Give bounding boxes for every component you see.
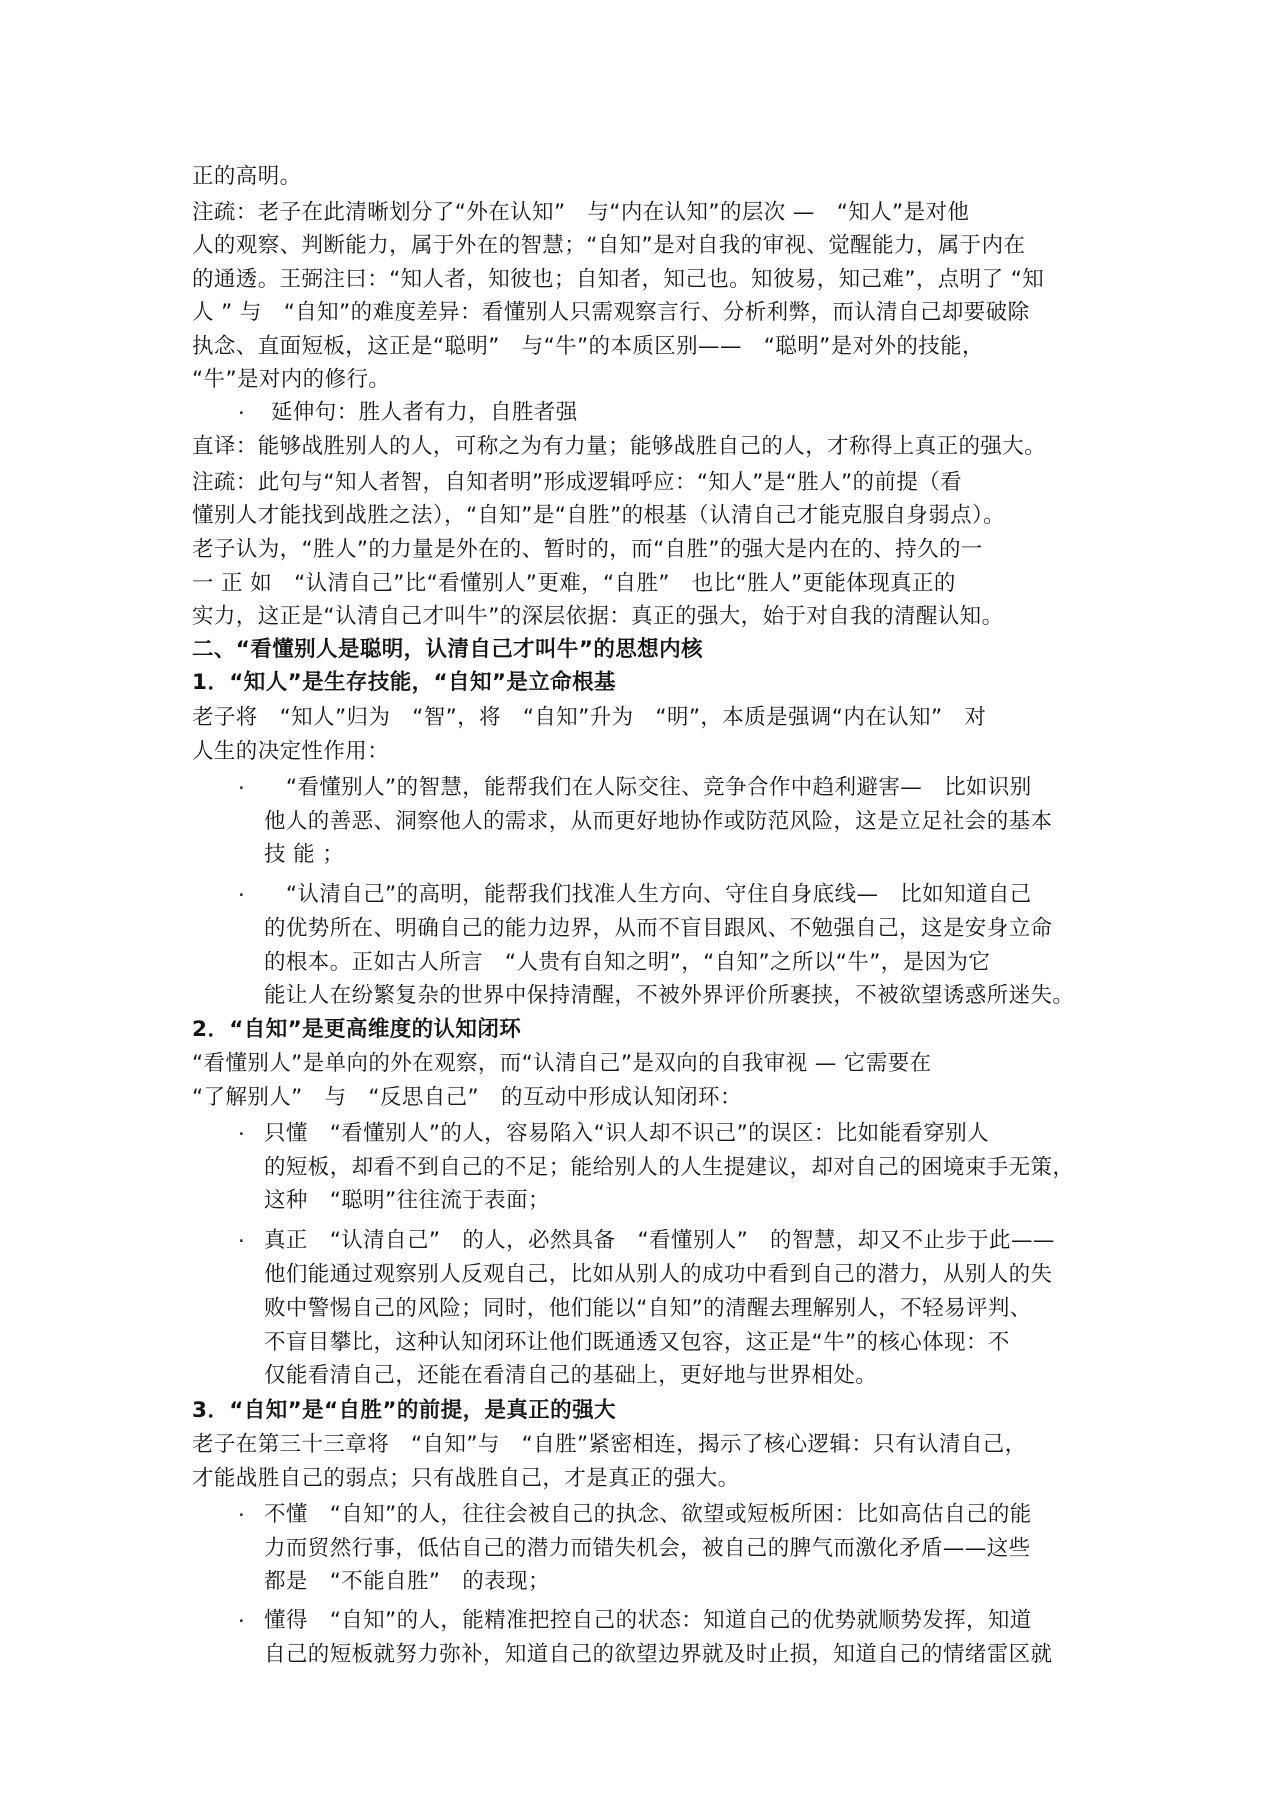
subsection-heading: 2．“自知”是更高维度的认知闭环: [192, 1017, 522, 1042]
subsection-heading: 3．“自知”是“自胜”的前提，是真正的强大: [192, 1398, 616, 1423]
text-line: 真正 “认清自己” 的人，必然具备 “看懂别人” 的智慧，却又不止步于此——: [264, 1228, 1055, 1253]
subsection-heading: 1．“知人”是生存技能，“自知”是立命根基: [192, 670, 616, 695]
text-line: 一 正 如 “认清自己”比“看懂别人”更难，“自胜” 也比“胜人”更能体现真正的: [192, 571, 956, 596]
text-line: 的通透。王弼注曰：“知人者，知彼也；自知者，知己也。知彼易，知己难”，点明了 “知: [192, 267, 1045, 292]
text-line: 力而贸然行事，低估自己的潜力而错失机会，被自己的脾气而激化矛盾——这些: [264, 1536, 1031, 1561]
text-line: 技 能 ；: [264, 842, 345, 867]
bullet-icon: ·: [238, 883, 245, 907]
text-line: 才能战胜自己的弱点；只有战胜自己，才是真正的强大。: [192, 1466, 740, 1491]
text-line: 老子认为，“胜人”的力量是外在的、暂时的，而“自胜”的强大是内在的、持久的一: [192, 537, 983, 562]
text-line: 老子将 “知人”归为 “智”，将 “自知”升为 “明”，本质是强调“内在认知” 对: [192, 705, 987, 730]
text-line: 他人的善恶、洞察他人的需求，从而更好地协作或防范风险，这是立足社会的基本: [264, 809, 1053, 834]
bullet-icon: ·: [238, 1229, 245, 1253]
text-line: 的短板，却看不到自己的不足；能给别人的人生提建议，却对自己的困境束手无策，: [264, 1155, 1075, 1180]
text-line: 懂得 “自知”的人，能精准把控自己的状态：知道自己的优势就顺势发挥，知道: [264, 1608, 1032, 1633]
text-line: 自己的短板就努力弥补，知道自己的欲望边界就及时止损，知道自己的情绪雷区就: [264, 1642, 1053, 1667]
text-line: 都是 “不能自胜” 的表现；: [264, 1569, 550, 1594]
text-line: 执念、直面短板，这正是“聪明” 与“牛”的本质区别—— “聪明”是对外的技能，: [192, 334, 984, 359]
bullet-icon: ·: [238, 401, 245, 425]
text-line: “看懂别人”是单向的外在观察，而“认清自己”是双向的自我审视 — 它需要在: [192, 1051, 932, 1076]
text-line: 人 ” 与 “自知”的难度差异：看懂别人只需观察言行、分析利弊，而认清自己却要破除: [192, 300, 1030, 325]
text-line: 败中警惕自己的风险；同时，他们能以“自知”的清醒去理解别人，不轻易评判、: [264, 1296, 1032, 1321]
bullet-icon: ·: [238, 1609, 245, 1633]
text-line: 延伸句：胜人者有力，自胜者强: [271, 400, 578, 425]
bullet-icon: ·: [238, 776, 245, 800]
text-line: 的根本。正如古人所言 “人贵有自知之明”，“自知”之所以“牛”，是因为它: [264, 950, 991, 975]
text-line: 他们能通过观察别人反观自己，比如从别人的成功中看到自己的潜力，从别人的失: [264, 1262, 1053, 1287]
text-line: 不懂 “自知”的人，往往会被自己的执念、欲望或短板所困：比如高估自己的能: [264, 1502, 1032, 1527]
section-heading: 二、“看懂别人是聪明，认清自己才叫牛”的思想内核: [192, 637, 703, 662]
text-line: 人生的决定性作用：: [192, 739, 390, 764]
text-line: 人的观察、判断能力，属于外在的智慧；“自知”是对自我的审视、觉醒能力，属于内在: [192, 233, 1026, 258]
text-line: 正的高明。: [192, 164, 302, 189]
bullet-icon: ·: [238, 1122, 245, 1146]
text-line: “牛”是对内的修行。: [192, 367, 391, 392]
text-line: “认清自己”的高明，能帮我们找准人生方向、守住自身底线— 比如知道自己: [264, 882, 1032, 907]
text-line: 实力，这正是“认清自己才叫牛”的深层依据：真正的强大，始于对自我的清醒认知。: [192, 604, 1004, 629]
text-line: 不盲目攀比，这种认知闭环让他们既通透又包容，这正是“牛”的核心体现：不: [264, 1330, 1010, 1355]
text-line: 老子在第三十三章将 “自知”与 “自胜”紧密相连，揭示了核心逻辑：只有认清自己，: [192, 1432, 1027, 1457]
text-line: 懂别人才能找到战胜之法），“自知”是“自胜”的根基（认清自己才能克服自身弱点）。: [192, 503, 1006, 528]
text-line: “看懂别人”的智慧，能帮我们在人际交往、竞争合作中趋利避害— 比如识别: [264, 775, 1032, 800]
text-line: “了解别人” 与 “反思自己” 的互动中形成认知闭环：: [192, 1085, 742, 1110]
text-line: 的优势所在、明确自己的能力边界，从而不盲目跟风、不勉强自己，这是安身立命: [264, 916, 1053, 941]
text-line: 注疏：老子在此清晰划分了“外在认知” 与“内在认知”的层次 — “知人”是对他: [192, 200, 970, 225]
text-line: 注疏：此句与“知人者智，自知者明”形成逻辑呼应：“知人”是“胜人”的前提（看: [192, 470, 963, 495]
bullet-icon: ·: [238, 1503, 245, 1527]
text-line: 直译：能够战胜别人的人，可称之为有力量；能够战胜自己的人，才称得上真正的强大。: [192, 434, 1047, 459]
text-line: 能让人在纷繁复杂的世界中保持清醒，不被外界评价所裹挟，不被欲望诱惑所迷失。: [264, 983, 1075, 1008]
text-line: 这种 “聪明”往往流于表面；: [264, 1188, 550, 1213]
text-line: 只懂 “看懂别人”的人，容易陷入“识人却不识己”的误区：比如能看穿别人: [264, 1121, 990, 1146]
text-line: 仅能看清自己，还能在看清自己的基础上，更好地与世界相处。: [264, 1363, 878, 1388]
